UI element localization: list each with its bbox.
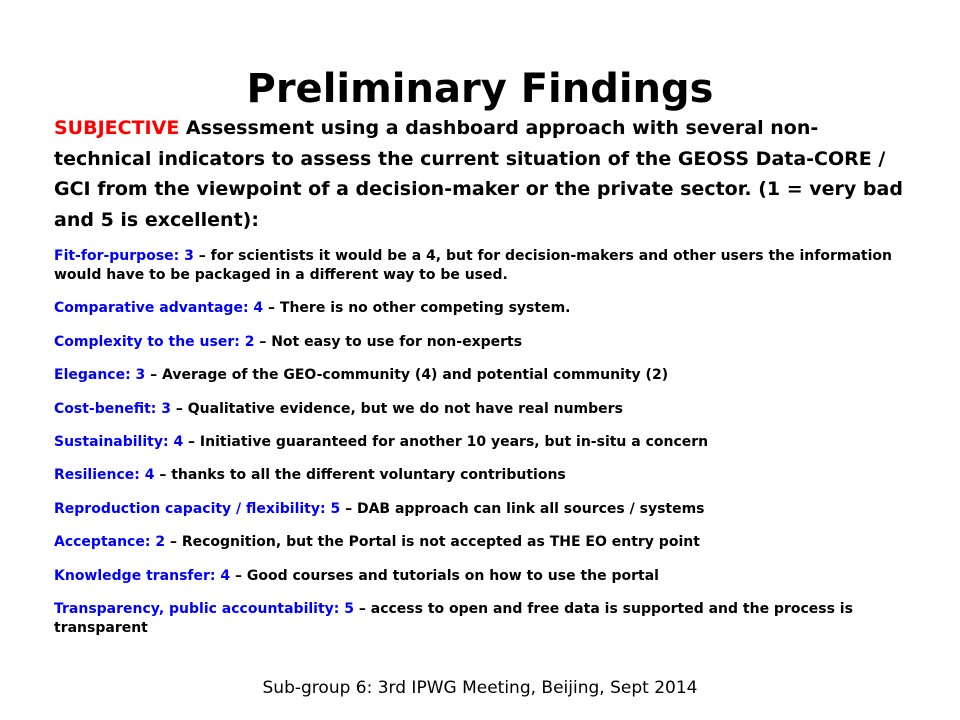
finding-text: – access to open and free data is supported and the process is transparent	[54, 600, 853, 636]
intro-paragraph	[54, 113, 914, 235]
finding-label: Complexity to the user: 2	[54, 333, 255, 350]
finding-elegance	[54, 366, 904, 385]
finding-transparency	[54, 600, 904, 638]
intro-text: Assessment using a dashboard approach with several non-technical indicators to assess the current situation of the GEOSS Data-CORE / GCI from the viewpoint of a decision-maker or the private sector. (1 = very bad and 5 is excellent):	[54, 117, 903, 231]
finding-label: Cost-benefit: 3	[54, 400, 171, 417]
finding-comparative-advantage	[54, 299, 904, 318]
finding-label: Fit-for-purpose: 3	[54, 248, 194, 264]
finding-text: – Not easy to use for non-experts	[254, 333, 523, 350]
finding-fit-for-purpose	[54, 247, 904, 285]
finding-label: Sustainability: 4	[54, 433, 184, 450]
finding-acceptance	[54, 533, 904, 552]
finding-text: – for scientists it would be a 4, but for decision-makers and other users the information would have to be packaged in a different way to be used.	[54, 248, 892, 283]
finding-label: Knowledge transfer: 4	[54, 567, 231, 584]
finding-text: – Qualitative evidence, but we do not have real numbers	[171, 400, 623, 417]
finding-label: Transparency, public accountability: 5	[54, 600, 354, 617]
finding-label: Acceptance: 2	[54, 534, 166, 551]
finding-label: Reproduction capacity / flexibility: 5	[54, 500, 341, 517]
finding-knowledge-transfer	[54, 567, 904, 586]
findings-list	[54, 247, 904, 652]
finding-text: – Initiative guaranteed for another 10 years, but in-situ a concern	[183, 433, 709, 450]
finding-complexity	[54, 333, 904, 352]
slide-title: Preliminary Findings	[246, 66, 714, 112]
intro-lead: SUBJECTIVE	[54, 117, 180, 139]
finding-sustainability	[54, 433, 904, 452]
finding-text: – thanks to all the different voluntary contributions	[154, 467, 566, 484]
finding-resilience	[54, 466, 904, 485]
finding-text: – There is no other competing system.	[263, 300, 571, 317]
finding-label: Comparative advantage: 4	[54, 300, 264, 317]
finding-text: – Average of the GEO-community (4) and potential community (2)	[145, 367, 669, 384]
finding-text: – Good courses and tutorials on how to use the portal	[230, 567, 659, 584]
finding-cost-benefit	[54, 400, 904, 419]
finding-text: – DAB approach can link all sources / systems	[340, 500, 705, 517]
slide-footer: Sub-group 6: 3rd IPWG Meeting, Beijing, Sept 2014	[262, 678, 698, 698]
finding-label: Resilience: 4	[54, 467, 155, 484]
finding-text: – Recognition, but the Portal is not accepted as THE EO entry point	[165, 534, 700, 551]
finding-label: Elegance: 3	[54, 367, 146, 384]
finding-reproduction-capacity	[54, 500, 904, 519]
